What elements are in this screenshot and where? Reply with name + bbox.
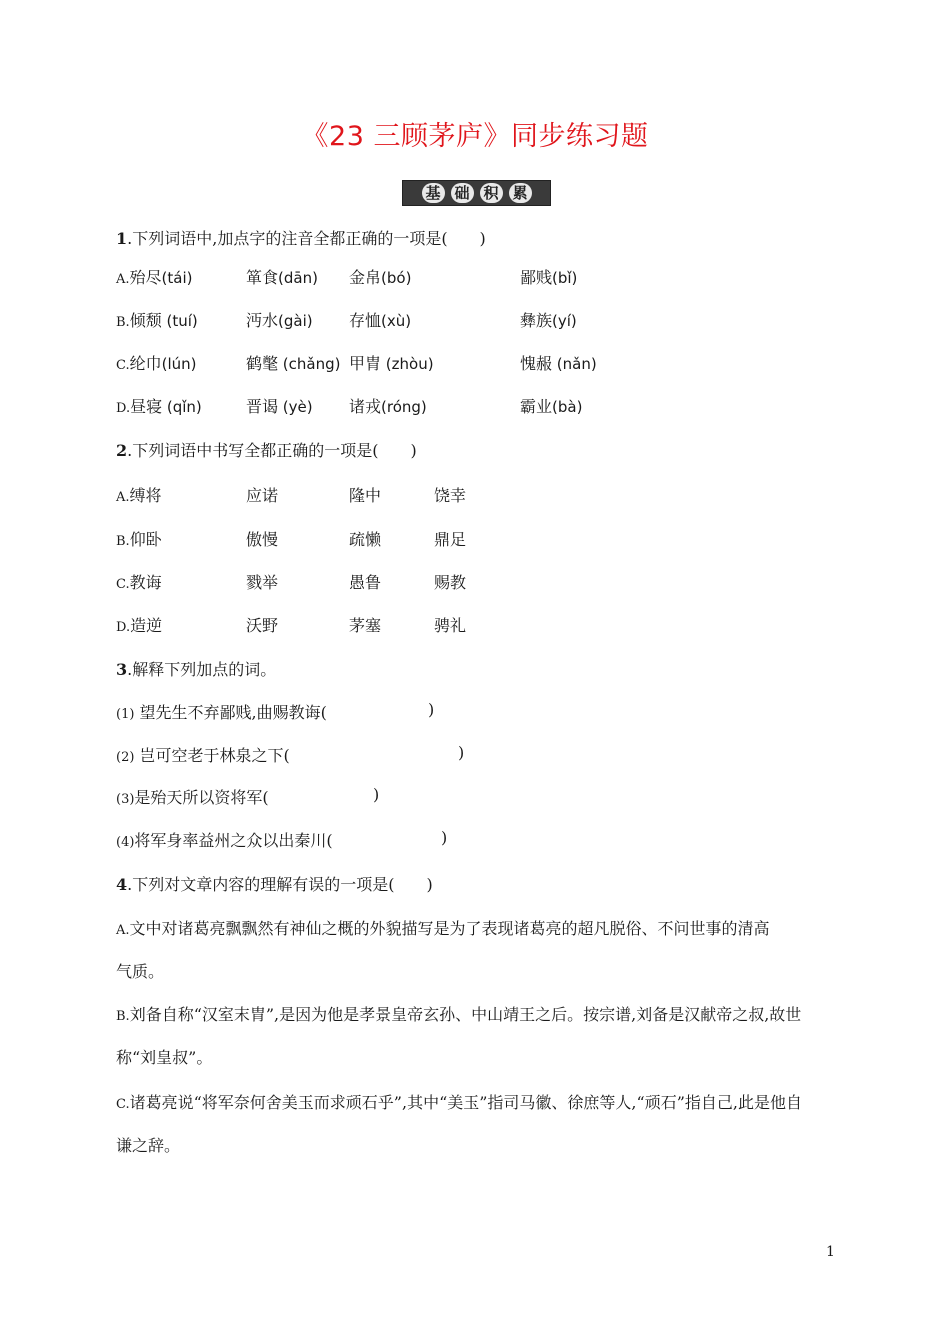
page-number: 1 <box>826 1244 835 1260</box>
q1-d-word2: 晋谒 (yè) <box>246 397 313 416</box>
q2-option-c: C.教诲 <box>116 573 162 592</box>
q3-item-2-close: ) <box>458 743 465 762</box>
q2-option-b: B.仰卧 <box>116 530 162 549</box>
q4-option-c: C.诸葛亮说“将军奈何舍美玉而求顽石乎”,其中“美玉”指司马徽、徐庶等人,“顽石”指自己,此是他自 <box>116 1093 802 1112</box>
q3-item-1: (1) 望先生不弃鄙贱,曲赐教诲( <box>116 703 327 722</box>
q1-b-word3: 存恤(xù) <box>349 311 412 330</box>
q1-d-word3: 诸戎(róng) <box>349 397 427 416</box>
q1-option-b: B.倾颓 (tuí) <box>116 311 198 330</box>
q3-item-4-close: ) <box>441 828 448 847</box>
q1-b-word4: 彝族(yí) <box>520 311 577 330</box>
q1-b-word2: 沔水(gài) <box>246 311 313 330</box>
q1-c-word4: 愧赧 (nǎn) <box>520 354 597 373</box>
page-title: 《23 三顾茅庐》同步练习题 <box>301 121 649 152</box>
question-1-stem: 1.下列词语中,加点字的注音全都正确的一项是( ) <box>116 229 486 248</box>
q2-c-word4: 赐教 <box>434 573 467 592</box>
q3-item-3-close: ) <box>373 785 380 804</box>
q3-item-3: (3)是殆天所以资将军( <box>116 788 269 807</box>
section-banner <box>402 180 551 206</box>
q4-option-b-cont: 称“刘皇叔”。 <box>116 1048 213 1067</box>
q4-option-c-cont: 谦之辞。 <box>116 1136 181 1155</box>
question-2-stem: 2.下列词语中书写全都正确的一项是( ) <box>116 441 417 460</box>
q3-item-2: (2) 岂可空老于林泉之下( <box>116 746 290 765</box>
q3-item-4: (4)将军身率益州之众以出秦川( <box>116 831 333 850</box>
q2-d-word3: 茅塞 <box>349 616 382 635</box>
q4-option-b: B.刘备自称“汉室末胄”,是因为他是孝景皇帝玄孙、中山靖王之后。按宗谱,刘备是汉献帝之叔,故世 <box>116 1005 802 1024</box>
q2-a-word2: 应诺 <box>246 486 279 505</box>
banner-char: 基 <box>422 183 445 203</box>
banner-char: 累 <box>509 183 532 203</box>
q2-b-word3: 疏懒 <box>349 530 382 549</box>
q1-c-word2: 鹤氅 (chǎng) <box>246 354 341 373</box>
q3-item-1-close: ) <box>428 700 435 719</box>
q2-d-word4: 骋礼 <box>434 616 467 635</box>
q1-option-c: C.纶巾(lún) <box>116 354 197 373</box>
q1-a-word4: 鄙贱(bǐ) <box>520 268 578 287</box>
q2-b-word4: 鼎足 <box>434 530 467 549</box>
q4-option-a-cont: 气质。 <box>116 962 165 981</box>
q2-b-word2: 傲慢 <box>246 530 279 549</box>
q2-option-a: A.缚将 <box>116 486 162 505</box>
q2-c-word2: 戮举 <box>246 573 279 592</box>
q2-d-word2: 沃野 <box>246 616 279 635</box>
q2-c-word3: 愚鲁 <box>349 573 382 592</box>
q1-a-word3: 金帛(bó) <box>349 268 412 287</box>
q1-option-a: A.殆尽(tái) <box>116 268 193 287</box>
banner-char: 积 <box>480 183 503 203</box>
q1-d-word4: 霸业(bà) <box>520 397 583 416</box>
banner-char: 础 <box>451 183 474 203</box>
question-4-stem: 4.下列对文章内容的理解有误的一项是( ) <box>116 875 433 894</box>
q1-option-d: D.昼寝 (qǐn) <box>116 397 202 416</box>
q2-a-word4: 饶幸 <box>434 486 467 505</box>
q1-a-word2: 箪食(dān) <box>246 268 318 287</box>
question-3-stem: 3.解释下列加点的词。 <box>116 660 277 679</box>
q2-a-word3: 隆中 <box>349 486 382 505</box>
q1-c-word3: 甲胄 (zhòu) <box>349 354 434 373</box>
q4-option-a: A.文中对诸葛亮飘飘然有神仙之概的外貌描写是为了表现诸葛亮的超凡脱俗、不问世事的清高 <box>116 919 770 938</box>
q2-option-d: D.造逆 <box>116 616 163 635</box>
